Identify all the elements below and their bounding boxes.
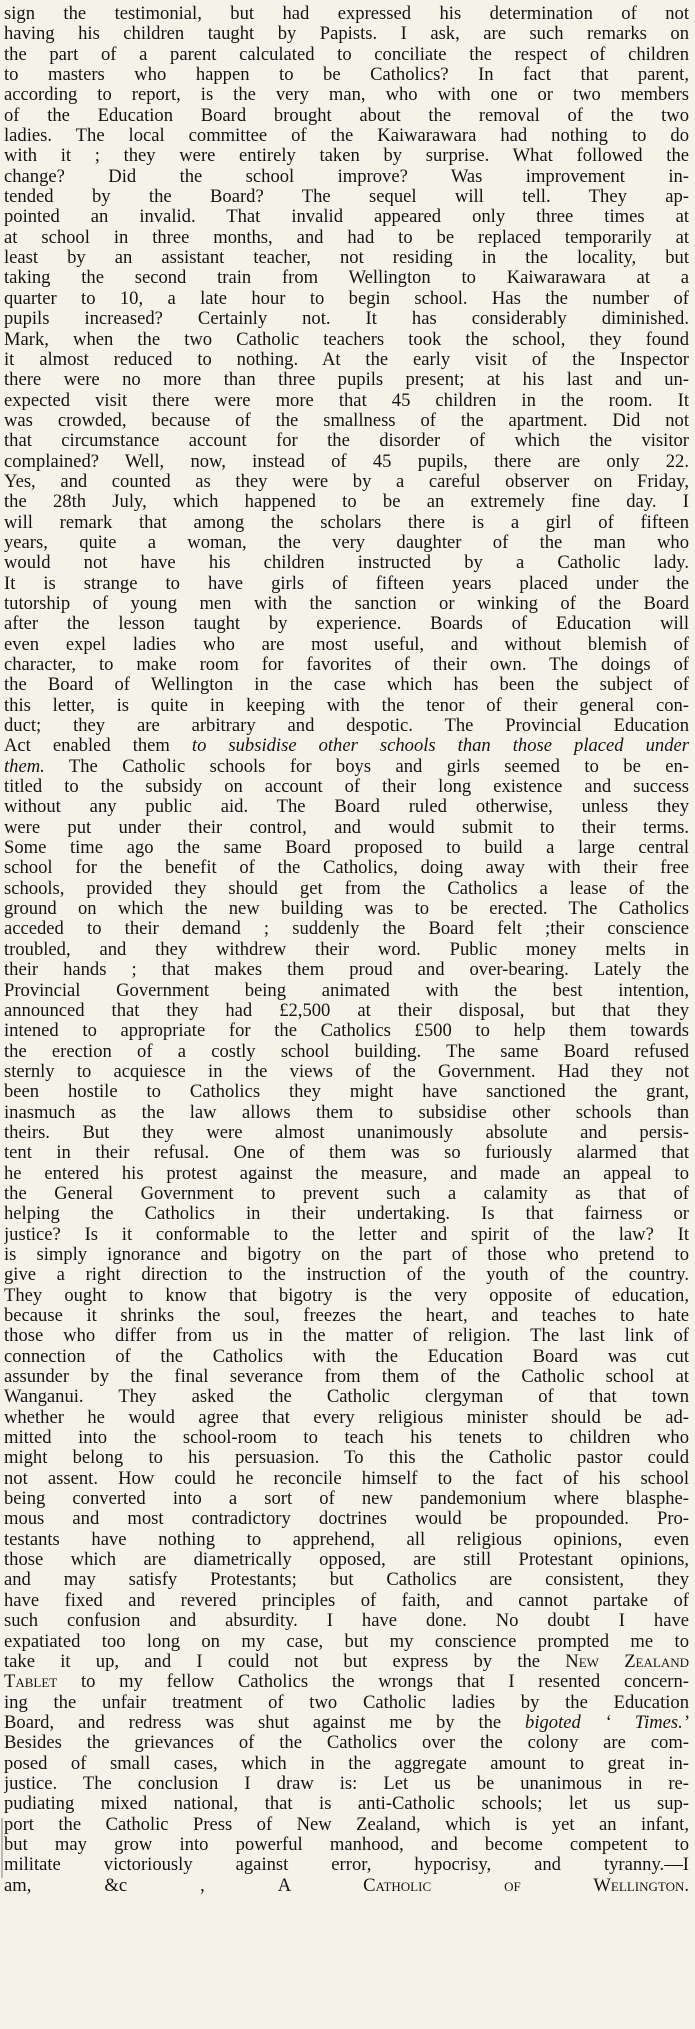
text-line bbox=[4, 1815, 689, 1835]
text-line bbox=[4, 675, 689, 695]
text-run: duct; they are arbitrary and despotic. The Provincial Education bbox=[4, 716, 689, 737]
text-line bbox=[4, 960, 689, 980]
text-run: after the lesson taught by experience. Boards of Education will bbox=[4, 614, 689, 635]
text-run: expected visit there were more that 45 children in the room. It bbox=[4, 390, 689, 411]
text-run: justice. The conclusion I draw is: Let us be unanimous in re- bbox=[4, 1773, 689, 1794]
letter-body bbox=[4, 4, 689, 1896]
text-line bbox=[4, 85, 689, 105]
text-run: such confusion and absurdity. I have done. No doubt I have bbox=[4, 1611, 689, 1632]
text-line bbox=[4, 1265, 689, 1285]
text-run: pupils increased? Certainly not. It has considerably diminished. bbox=[4, 309, 689, 330]
text-line bbox=[4, 1123, 689, 1143]
text-run: give a right direction to the instruction of the youth of the country. bbox=[4, 1265, 689, 1286]
italic-text: them. bbox=[4, 756, 45, 777]
text-run: They ought to know that bigotry is the very opposite of education, bbox=[4, 1285, 689, 1306]
text-run: those who differ from us in the matter of religion. The last link of bbox=[4, 1326, 689, 1347]
text-line bbox=[4, 1835, 689, 1855]
text-run: tent in their refusal. One of them was so furiously alarmed that bbox=[4, 1143, 689, 1164]
text-run: Wanganui. They asked the Catholic clergyman of that town bbox=[4, 1387, 689, 1408]
text-line bbox=[4, 45, 689, 65]
text-line bbox=[4, 106, 689, 126]
text-run: the Board of Wellington in the case which has been the subject of bbox=[4, 675, 689, 696]
text-line bbox=[4, 1591, 689, 1611]
text-line bbox=[4, 1001, 689, 1021]
text-line bbox=[4, 309, 689, 329]
text-line bbox=[4, 533, 689, 553]
text-line bbox=[4, 919, 689, 939]
text-line bbox=[4, 24, 689, 44]
text-line bbox=[4, 1754, 689, 1774]
text-line bbox=[4, 1550, 689, 1570]
small-caps-text: New Zealand bbox=[565, 1651, 689, 1672]
text-line bbox=[4, 1530, 689, 1550]
text-run: quarter to 10, a late hour to begin school. Has the number of bbox=[4, 288, 689, 309]
text-run: intened to appropriate for the Catholics £500 to help them towards bbox=[4, 1021, 689, 1042]
text-run: The Catholic schools for boys and girls seemed to be en- bbox=[44, 756, 689, 777]
text-run: years, quite a woman, the very daughter of the man who bbox=[4, 532, 689, 553]
text-line bbox=[4, 268, 689, 288]
text-run: is simply ignorance and bigotry on the part of those who pretend to bbox=[4, 1244, 689, 1265]
text-line bbox=[4, 879, 689, 899]
text-line bbox=[4, 126, 689, 146]
text-run: ing the unfair treatment of two Catholic ladies by the Education bbox=[4, 1692, 689, 1713]
text-run bbox=[205, 1876, 278, 1896]
small-caps-text: A Catholic of Wellington. bbox=[277, 1875, 689, 1896]
text-line bbox=[4, 1225, 689, 1245]
text-run: this letter, is quite in keeping with the tenor of their general con- bbox=[4, 695, 689, 716]
text-run: Besides the grievances of the Catholics over the colony are com- bbox=[4, 1733, 689, 1754]
text-run: and may satisfy Protestants; but Catholics are consistent, they bbox=[4, 1570, 689, 1591]
text-run: mitted into the school-room to teach his tenets to children who bbox=[4, 1428, 689, 1449]
text-run: to masters who happen to be Catholics? In fact that parent, bbox=[4, 65, 689, 86]
text-run: to my fellow Catholics the wrongs that I resented concern- bbox=[57, 1672, 689, 1693]
text-line bbox=[4, 431, 689, 451]
text-run: at school in three months, and had to be replaced temporarily at bbox=[4, 227, 689, 248]
text-line bbox=[4, 248, 689, 268]
text-line bbox=[4, 858, 689, 878]
text-line bbox=[4, 1143, 689, 1163]
text-line bbox=[4, 797, 689, 817]
text-run: even expel ladies who are most useful, and without blemish of bbox=[4, 634, 689, 655]
text-line bbox=[4, 1489, 689, 1509]
text-run: Board, and redress was shut against me by the bbox=[4, 1712, 526, 1733]
text-line bbox=[4, 553, 689, 573]
text-line bbox=[4, 655, 689, 675]
text-line bbox=[4, 1367, 689, 1387]
text-line bbox=[4, 1306, 689, 1326]
text-run: It is strange to have girls of fifteen years placed under the bbox=[4, 573, 689, 594]
text-line bbox=[4, 1693, 689, 1713]
text-run: troubled, and they withdrew their word. Public money melts in bbox=[4, 939, 689, 960]
text-run: Some time ago the same Board proposed to build a large central bbox=[4, 838, 689, 859]
text-run: that circumstance account for the disorder of which the visitor bbox=[4, 431, 689, 452]
text-line bbox=[4, 167, 689, 187]
text-run: mous and most contradictory doctrines would be propounded. Pro- bbox=[4, 1509, 689, 1530]
text-run: least by an assistant teacher, not residing in the locality, but bbox=[4, 248, 689, 269]
text-line bbox=[4, 391, 689, 411]
text-line bbox=[4, 1062, 689, 1082]
text-run: were put under their control, and would submit to their terms. bbox=[4, 817, 689, 838]
text-line bbox=[4, 574, 689, 594]
text-run: theirs. But they were almost unanimously absolute and persis- bbox=[4, 1122, 689, 1143]
text-run: the 28th July, which happened to be an extremely fine day. I bbox=[4, 492, 689, 513]
text-line bbox=[4, 1428, 689, 1448]
text-run: tutorship of young men with the sanction or winking of the Board bbox=[4, 593, 689, 614]
text-run: there were no more than three pupils present; at his last and un- bbox=[4, 370, 689, 391]
text-line bbox=[4, 513, 689, 533]
text-run: inasmuch as the law allows them to subsidise other schools than bbox=[4, 1102, 689, 1123]
text-run: was crowded, because of the smallness of the apartment. Did not bbox=[4, 410, 689, 431]
text-run: take it up, and I could not but express by the bbox=[4, 1651, 566, 1672]
text-run: with it ; they were entirely taken by surprise. What followed the bbox=[4, 146, 689, 167]
text-line bbox=[4, 1408, 689, 1428]
text-run: am, &c , bbox=[4, 1875, 205, 1896]
italic-text: bigoted ‘ Times.’ bbox=[525, 1712, 689, 1733]
small-caps-text: Tablet bbox=[4, 1672, 58, 1693]
text-run: not assent. How could he reconcile himself to the fact of his school bbox=[4, 1468, 689, 1489]
text-run: the part of a parent calculated to conciliate the respect of children bbox=[4, 44, 689, 65]
page-edge-mark bbox=[1, 1818, 3, 1878]
text-line bbox=[4, 1794, 689, 1814]
text-line bbox=[4, 635, 689, 655]
text-run: pudiating mixed national, that is anti-Catholic schools; let us sup- bbox=[4, 1794, 689, 1815]
text-line bbox=[4, 838, 689, 858]
text-run: having his children taught by Papists. I ask, are such remarks on bbox=[4, 24, 689, 45]
text-run: militate victoriously against error, hypocrisy, and tyranny.—I bbox=[4, 1855, 689, 1876]
text-run: have fixed and revered principles of faith, and cannot partake of bbox=[4, 1590, 689, 1611]
text-line bbox=[4, 1509, 689, 1529]
text-run: according to report, is the very man, who with one or two members bbox=[4, 85, 689, 106]
text-line bbox=[4, 1774, 689, 1794]
text-line bbox=[4, 940, 689, 960]
text-run: would not have his children instructed by a Catholic lady. bbox=[4, 553, 689, 574]
text-run: of the Education Board brought about the removal of the two bbox=[4, 105, 689, 126]
text-run: will remark that among the scholars there is a girl of fifteen bbox=[4, 512, 689, 533]
text-run: expatiated too long on my case, but my conscience prompted me to bbox=[4, 1631, 689, 1652]
text-line bbox=[4, 146, 689, 166]
text-run: port the Catholic Press of New Zealand, which is yet an infant, bbox=[4, 1814, 689, 1835]
text-line bbox=[4, 1347, 689, 1367]
text-run: but may grow into powerful manhood, and become competent to bbox=[4, 1834, 689, 1855]
text-line bbox=[4, 1286, 689, 1306]
text-run: sign the testimonial, but had expressed his determination of not bbox=[4, 4, 689, 24]
text-line bbox=[4, 981, 689, 1001]
text-run: been hostile to Catholics they might have sanctioned the grant, bbox=[4, 1082, 689, 1103]
text-line bbox=[4, 614, 689, 634]
text-run: Mark, when the two Catholic teachers took the school, they found bbox=[4, 329, 689, 350]
italic-text: to subsidise other schools than those placed under bbox=[191, 736, 689, 757]
text-line bbox=[4, 492, 689, 512]
text-line bbox=[4, 330, 689, 350]
text-line bbox=[4, 1387, 689, 1407]
text-line bbox=[4, 736, 689, 756]
text-line bbox=[4, 1733, 689, 1753]
text-run: pointed an invalid. That invalid appeared only three times at bbox=[4, 207, 689, 228]
text-line bbox=[4, 1204, 689, 1224]
text-line bbox=[4, 1652, 689, 1672]
text-line bbox=[4, 1042, 689, 1062]
text-run: the erection of a costly school building. The same Board refused bbox=[4, 1041, 689, 1062]
text-run: without any public aid. The Board ruled otherwise, unless they bbox=[4, 797, 689, 818]
text-line bbox=[4, 207, 689, 227]
text-line bbox=[4, 187, 689, 207]
text-line bbox=[4, 1021, 689, 1041]
text-run: their hands ; that makes them proud and over-bearing. Lately the bbox=[4, 960, 689, 981]
text-run: announced that they had £2,500 at their disposal, but that they bbox=[4, 1000, 689, 1021]
text-line bbox=[4, 1082, 689, 1102]
text-run: Yes, and counted as they were by a careful observer on Friday, bbox=[4, 471, 689, 492]
text-line bbox=[4, 4, 689, 24]
text-run: acceded to their demand ; suddenly the Board felt ;their conscience bbox=[4, 919, 689, 940]
text-run: schools, provided they should get from the Catholics a lease of the bbox=[4, 878, 689, 899]
text-line bbox=[4, 65, 689, 85]
text-line bbox=[4, 1713, 689, 1733]
text-line bbox=[4, 472, 689, 492]
text-run: posed of small cases, which in the aggregate amount to great in- bbox=[4, 1753, 689, 1774]
text-run: school for the benefit of the Catholics, doing away with their free bbox=[4, 858, 689, 879]
text-run: titled to the subsidy on account of their long existence and success bbox=[4, 777, 689, 798]
text-line bbox=[4, 1672, 689, 1692]
text-line bbox=[4, 1184, 689, 1204]
text-run: those which are diametrically opposed, are still Protestant opinions, bbox=[4, 1550, 689, 1571]
text-line bbox=[4, 350, 689, 370]
text-line bbox=[4, 1103, 689, 1123]
text-line bbox=[4, 696, 689, 716]
text-run: might belong to his persuasion. To this the Catholic pastor could bbox=[4, 1448, 689, 1469]
text-line bbox=[4, 1469, 689, 1489]
text-run: complained? Well, now, instead of 45 pupils, there are only 22. bbox=[4, 451, 689, 472]
text-line bbox=[4, 1632, 689, 1652]
text-run: assunder by the final severance from them of the Catholic school at bbox=[4, 1367, 689, 1388]
text-line bbox=[4, 370, 689, 390]
text-line bbox=[4, 899, 689, 919]
text-run: because it shrinks the soul, freezes the heart, and teaches to hate bbox=[4, 1306, 689, 1326]
text-line bbox=[4, 594, 689, 614]
text-run: being converted into a sort of new pandemonium where blasphe- bbox=[4, 1489, 689, 1510]
text-run: helping the Catholics in their undertaking. Is that fairness or bbox=[4, 1204, 689, 1225]
text-run: taking the second train from Wellington to Kaiwarawara at a bbox=[4, 268, 689, 289]
text-line bbox=[4, 777, 689, 797]
text-line bbox=[4, 411, 689, 431]
text-line bbox=[4, 1611, 689, 1631]
text-run: justice? Is it conformable to the letter and spirit of the law? It bbox=[4, 1224, 689, 1245]
text-run: testants have nothing to apprehend, all religious opinions, even bbox=[4, 1529, 689, 1550]
text-run: ladies. The local committee of the Kaiwarawara had nothing to do bbox=[4, 126, 689, 147]
text-run: character, to make room for favorites of their own. The doings of bbox=[4, 655, 689, 675]
text-run: tended by the Board? The sequel will tell. They ap- bbox=[4, 187, 689, 208]
text-run: it almost reduced to nothing. At the early visit of the Inspector bbox=[4, 349, 689, 370]
text-run: the General Government to prevent such a calamity as that of bbox=[4, 1183, 689, 1204]
text-run: ground on which the new building was to be erected. The Catholics bbox=[4, 899, 689, 920]
text-line bbox=[4, 1855, 689, 1875]
text-line bbox=[4, 1245, 689, 1265]
text-run: whether he would agree that every religious minister should be ad- bbox=[4, 1407, 689, 1428]
text-line bbox=[4, 289, 689, 309]
text-line bbox=[4, 1448, 689, 1468]
text-line bbox=[4, 1164, 689, 1184]
text-line bbox=[4, 452, 689, 472]
text-run: sternly to acquiesce in the views of the Government. Had they not bbox=[4, 1061, 689, 1082]
text-line bbox=[4, 1570, 689, 1590]
text-line bbox=[4, 1876, 689, 1896]
text-run: Act enabled them bbox=[4, 736, 192, 757]
text-run: Provincial Government being animated with the best intention, bbox=[4, 980, 689, 1001]
text-line bbox=[4, 757, 689, 777]
text-line bbox=[4, 1326, 689, 1346]
text-line bbox=[4, 818, 689, 838]
text-run: he entered his protest against the measure, and made an appeal to bbox=[4, 1163, 689, 1184]
text-run: connection of the Catholics with the Education Board was cut bbox=[4, 1346, 689, 1367]
text-line bbox=[4, 716, 689, 736]
text-run: change? Did the school improve? Was improvement in- bbox=[4, 166, 689, 187]
text-line bbox=[4, 228, 689, 248]
